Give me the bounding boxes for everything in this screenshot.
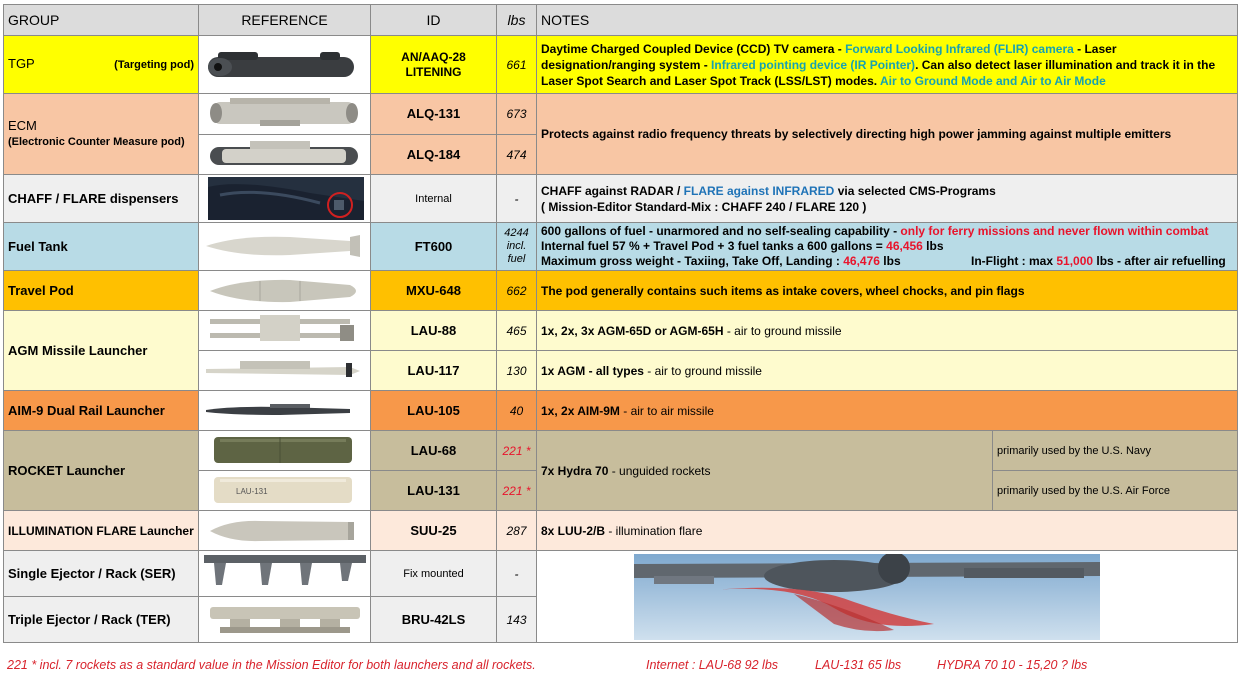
- row-tgp: [4, 36, 1238, 94]
- lbs-tgp: 661: [497, 36, 537, 94]
- note-laser: - Laser designation/ranging system -: [541, 41, 1117, 72]
- id-suu25: SUU-25: [371, 511, 497, 551]
- ref-alq131: [199, 94, 371, 135]
- note-gross: Maximum gross weight - Taxiing, Take Off, Landing :: [541, 254, 844, 268]
- lbs-lau117: 130: [497, 351, 537, 391]
- row-fuel: [4, 223, 1238, 271]
- group-sublabel: (Targeting pod): [114, 59, 194, 71]
- note-inflight-value: 51,000: [1056, 254, 1094, 268]
- group-rocket: ROCKET Launcher: [4, 431, 199, 511]
- lbs-suu25: 287: [497, 511, 537, 551]
- note-unguided: - unguided rockets: [608, 463, 711, 478]
- note-a2g: - air to ground missile: [643, 363, 762, 378]
- lbs-ter: 143: [497, 597, 537, 643]
- lau-131-image: [200, 471, 370, 510]
- alq-184-pod-image: [200, 135, 370, 174]
- notes-navy: primarily used by the U.S. Navy: [993, 431, 1238, 471]
- notes-fuel: [537, 223, 1238, 271]
- id-alq184: ALQ-184: [371, 135, 497, 175]
- notes-rocket: [537, 431, 993, 511]
- lbs-lau68: 221 *: [497, 431, 537, 471]
- group-aim: AIM-9 Dual Rail Launcher: [4, 391, 199, 431]
- footer-lau131: LAU-131 65 lbs: [815, 658, 902, 672]
- row-chaff: [4, 175, 1238, 223]
- group-travel: Travel Pod: [4, 271, 199, 311]
- group-ser: Single Ejector / Rack (SER): [4, 551, 199, 597]
- group-tgp: [4, 36, 199, 94]
- header-row: [4, 5, 1238, 36]
- footer-rockets: 221 * incl. 7 rockets as a standard value in the Mission Editor for both launchers and all rockets.: [7, 658, 536, 672]
- note-gross-value: 46,476: [843, 254, 880, 268]
- aircraft-photo-cell: [537, 551, 1238, 643]
- pod-stencil: LAU-131: [235, 487, 268, 496]
- ser-rack-image: [200, 551, 370, 596]
- ref-travel: [199, 271, 371, 311]
- lau-117-image: [200, 351, 370, 390]
- travel-pod-image: [200, 271, 370, 310]
- id-fuel: FT600: [371, 223, 497, 271]
- header-lbs: lbs: [497, 5, 537, 36]
- notes-lau88: [537, 311, 1238, 351]
- id-ser: Fix mounted: [371, 551, 497, 597]
- ref-lau88: [199, 311, 371, 351]
- note-a2g: - air to ground missile: [723, 323, 842, 338]
- lbs-alq184: 474: [497, 135, 537, 175]
- notes-airforce: primarily used by the U.S. Air Force: [993, 471, 1238, 511]
- targeting-pod-image: [200, 37, 370, 93]
- note-fuel-total: 46,456: [886, 239, 923, 253]
- note-refuel: lbs - after air refuelling: [1093, 254, 1226, 268]
- notes-travel: The pod generally contains such items as intake covers, wheel chocks, and pin flags: [537, 271, 1238, 311]
- ref-lau117: [199, 351, 371, 391]
- id-travel: MXU-648: [371, 271, 497, 311]
- id-lau131: LAU-131: [371, 471, 497, 511]
- fuel-tank-image: [200, 223, 370, 270]
- lbs-alq131: 673: [497, 94, 537, 135]
- lau-105-image: [200, 391, 370, 430]
- note-hydra: 7x Hydra 70: [541, 463, 609, 478]
- note-chaff: CHAFF against RADAR /: [541, 183, 684, 198]
- ref-lau131: [199, 471, 371, 511]
- header-notes: NOTES: [537, 5, 1238, 36]
- group-illum: ILLUMINATION FLARE Launcher: [4, 511, 199, 551]
- note-mix: ( Mission-Editor Standard-Mix : CHAFF 240 / FLARE 120 ): [541, 199, 867, 214]
- id-line2: LITENING: [405, 64, 462, 79]
- lbs-value: 4244: [504, 227, 529, 239]
- ter-rack-image: [200, 597, 370, 642]
- ref-ter: [199, 597, 371, 643]
- group-fuel: Fuel Tank: [4, 223, 199, 271]
- row-ecm-1: [4, 94, 1238, 135]
- note-gross-unit: lbs: [879, 254, 901, 268]
- row-rocket-1: [4, 431, 1238, 471]
- ref-lau68: [199, 431, 371, 471]
- row-illum: [4, 511, 1238, 551]
- lau-88-image: [200, 311, 370, 350]
- note-fuel-l1: 600 gallons of fuel - unarmored and no self-sealing capability -: [541, 224, 901, 238]
- note-a2a: - air to air missile: [619, 403, 714, 418]
- row-agm-1: [4, 311, 1238, 351]
- note-sep: -: [834, 41, 846, 56]
- group-label: TGP: [8, 56, 35, 71]
- notes-tgp: [537, 36, 1238, 94]
- lbs-fuel-word: fuel: [507, 253, 526, 265]
- lbs-lau131: 221 *: [497, 471, 537, 511]
- note-inflight: In-Flight : max: [971, 254, 1057, 268]
- id-lau105: LAU-105: [371, 391, 497, 431]
- lbs-chaff: -: [497, 175, 537, 223]
- id-lau117: LAU-117: [371, 351, 497, 391]
- ref-lau105: [199, 391, 371, 431]
- ref-alq184: [199, 135, 371, 175]
- lbs-ser: -: [497, 551, 537, 597]
- footer-internet: Internet : LAU-68 92 lbs: [646, 658, 779, 672]
- lbs-lau105: 40: [497, 391, 537, 431]
- ref-ser: [199, 551, 371, 597]
- ref-fuel: [199, 223, 371, 271]
- notes-ecm: Protects against radio frequency threats by selectively directing high power jamming against multiple emitters: [537, 94, 1238, 175]
- note-agm-all: 1x AGM - all types: [541, 363, 644, 378]
- header-reference: REFERENCE: [199, 5, 371, 36]
- group-sublabel: (Electronic Counter Measure pod): [8, 136, 185, 148]
- lau-68-image: [200, 431, 370, 470]
- note-flir: Forward Looking Infrared (FLIR) camera: [845, 41, 1074, 56]
- group-ter: Triple Ejector / Rack (TER): [4, 597, 199, 643]
- id-line1: AN/AAQ-28: [401, 49, 466, 64]
- row-travel: [4, 271, 1238, 311]
- id-chaff: Internal: [371, 175, 497, 223]
- ref-suu25: [199, 511, 371, 551]
- notes-lau117: [537, 351, 1238, 391]
- id-lau88: LAU-88: [371, 311, 497, 351]
- note-ir-pointer: Infrared pointing device (IR Pointer): [711, 57, 916, 72]
- note-fuel-unit: lbs: [922, 239, 944, 253]
- lbs-travel: 662: [497, 271, 537, 311]
- id-lau68: LAU-68: [371, 431, 497, 471]
- note-ferry: only for ferry missions and never flown within combat: [900, 224, 1209, 238]
- footer-hydra: HYDRA 70 10 - 15,20 ? lbs: [937, 658, 1088, 672]
- group-label: ECM: [8, 118, 37, 133]
- note-flare: FLARE against INFRARED: [683, 183, 835, 198]
- dispenser-image: [200, 175, 370, 222]
- note-agm65: 1x, 2x, 3x AGM-65D or AGM-65H: [541, 323, 724, 338]
- notes-illum: [537, 511, 1238, 551]
- group-agm: AGM Missile Launcher: [4, 311, 199, 391]
- loadout-table: [3, 4, 1238, 643]
- header-group: GROUP: [4, 5, 199, 36]
- row-aim: [4, 391, 1238, 431]
- ref-chaff: [199, 175, 371, 223]
- note-flare: - illumination flare: [605, 523, 703, 538]
- note-luu2: 8x LUU-2/B: [541, 523, 606, 538]
- note-ccd: Daytime Charged Coupled Device (CCD) TV camera: [541, 41, 835, 56]
- lbs-incl: incl.: [506, 240, 527, 252]
- lbs-lau88: 465: [497, 311, 537, 351]
- note-modes: Air to Ground Mode and Air to Air Mode: [879, 73, 1106, 88]
- notes-chaff: [537, 175, 1238, 223]
- suu-25-image: [200, 511, 370, 550]
- id-tgp: [371, 36, 497, 94]
- header-id: ID: [371, 5, 497, 36]
- note-cms: via selected CMS-Programs: [834, 183, 996, 198]
- note-fuel-l2: Internal fuel 57 % + Travel Pod + 3 fuel tanks a 600 gallons =: [541, 239, 887, 253]
- a10-flare-photo: [634, 554, 1100, 640]
- id-alq131: ALQ-131: [371, 94, 497, 135]
- group-chaff: CHAFF / FLARE dispensers: [4, 175, 199, 223]
- id-ter: BRU-42LS: [371, 597, 497, 643]
- notes-aim: [537, 391, 1238, 431]
- note-lss: . Can also detect laser illumination and track it in the Laser Spot Search and Laser Spot Track (LSS/LST) modes.: [541, 57, 1216, 88]
- alq-131-pod-image: [200, 94, 370, 134]
- row-ser: [4, 551, 1238, 597]
- lbs-fuel: [497, 223, 537, 271]
- group-ecm: [4, 94, 199, 175]
- ref-tgp: [199, 36, 371, 94]
- note-aim9: 1x, 2x AIM-9M: [541, 403, 620, 418]
